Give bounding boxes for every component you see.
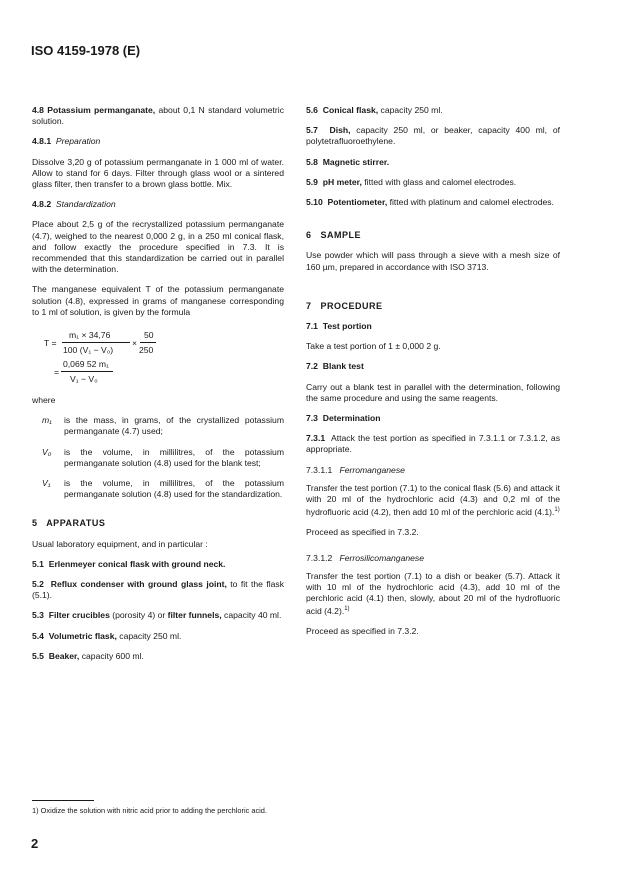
clause-7-3-heading: 7.3 Determination <box>306 413 381 424</box>
clause-4-8: 4.8 Potassium permanganate, about 0,1 N standard volumetric solution. <box>32 105 284 127</box>
section-6-heading: 6 SAMPLE <box>306 230 362 241</box>
clause-4-8-2-heading: 4.8.2 Standardization <box>32 199 116 210</box>
footnote-ref: 1) <box>344 606 350 613</box>
clause-4-8-1-heading: 4.8.1 Preparation <box>32 136 101 147</box>
clause-7-3-1-2-heading: 7.3.1.2 Ferrosilicomanganese <box>306 552 424 563</box>
clause-5-10: 5.10 Potentiometer, fitted with platinum and calomel electrodes. <box>306 197 554 208</box>
footnote: 1) Oxidize the solution with nitric acid prior to adding the perchloric acid. <box>32 806 267 815</box>
clause-5-7: 5.7 Dish, capacity 250 ml, or beaker, capacity 400 ml, of polytetrafluoroethylene. <box>306 125 560 147</box>
clause-7-3-1-2-proceed: Proceed as specified in 7.3.2. <box>306 626 419 637</box>
clause-5-1: 5.1 Erlenmeyer conical flask with ground neck. <box>32 558 226 569</box>
formula-numerator-1: m₁ × 34,76 <box>69 330 111 341</box>
clause-5-2: 5.2 Reflux condenser with ground glass joint, to fit the flask (5.1). <box>32 579 285 601</box>
fraction-bar-2 <box>140 342 156 343</box>
page-header: ISO 4159-1978 (E) <box>31 43 141 58</box>
clause-7-3-1-1-text: Transfer the test portion (7.1) to the conical flask (5.6) and attack it with 20 ml of the hydrochloric acid (4.3) and 0,2 ml of the hydrofluoric acid (4.2), then add 10 ml of the perchloric acid (4.1).$^{1)}$ <box>306 482 560 518</box>
clause-4-8-1-text: Dissolve 3,20 g of potassium permanganate in 1 000 ml of water. Allow to stand for 6 days. Filter through glass wool or a sintered glass filter, then transfer to a brown glass bottle. Mix. <box>32 156 284 190</box>
clause-5-5: 5.5 Beaker, capacity 600 ml. <box>32 650 144 661</box>
sample-text: Use powder which will pass through a sieve with a mesh size of 160 µm, prepared in accordance with ISO 3713. <box>306 250 560 272</box>
formula-denominator-3: V₁ − V₀ <box>70 374 98 385</box>
definition-v1: V₁ is the volume, in millilitres, of the potassium permanganate solution (4.8) used for the standardization. <box>42 478 284 500</box>
clause-7-3-1-1-proceed: Proceed as specified in 7.3.2. <box>306 527 419 538</box>
clause-5-8: 5.8 Magnetic stirrer. <box>306 156 390 167</box>
apparatus-intro: Usual laboratory equipment, and in particular : <box>32 538 208 549</box>
fraction-bar-1 <box>62 342 130 343</box>
clause-5-3: 5.3 Filter crucibles (porosity 4) or filter funnels, capacity 40 ml. <box>32 610 282 621</box>
definition-m1: m₁ is the mass, in grams, of the crystallized potassium permanganate (4.7) used; <box>42 415 284 437</box>
right-column <box>306 105 560 647</box>
formula-numerator-2: 50 <box>144 330 154 341</box>
clause-7-3-1-1-heading: 7.3.1.1 Ferromanganese <box>306 464 405 475</box>
clause-7-2-heading: 7.2 Blank test <box>306 361 364 372</box>
clause-5-6: 5.6 Conical flask, capacity 250 ml. <box>306 105 443 115</box>
formula-denominator-1: 100 (V₁ − V₀) <box>63 345 114 356</box>
formula <box>32 327 284 385</box>
formula-times: × <box>132 338 138 349</box>
clause-5-4: 5.4 Volumetric flask, capacity 250 ml. <box>32 630 182 641</box>
footnote-ref: 1) <box>554 507 560 514</box>
clause-7-2-text: Carry out a blank test in parallel with the determination, following the same procedure and using the same reagents. <box>306 381 560 403</box>
clause-4-8-2-text: Place about 2,5 g of the recrystallized potassium permanganate (4.7), weighed to the nearest 0,000 2 g, in a 250 ml conical flask, and follow exactly the procedure specified in 7.3. It is recommended that this standardization be carried out in parallel with the determination. <box>32 219 284 275</box>
where-label: where <box>32 395 56 406</box>
formula-numerator-3: 0,069 52 m₁ <box>63 359 109 370</box>
clause-5-9: 5.9 pH meter, fitted with glass and calomel electrodes. <box>306 176 517 187</box>
clause-7-1-text: Take a test portion of 1 ± 0,000 2 g. <box>306 341 441 352</box>
footnote-rule <box>32 800 94 801</box>
fraction-bar-3 <box>61 371 113 372</box>
section-7-heading: 7 PROCEDURE <box>306 300 383 311</box>
section-5-heading: 5 APPARATUS <box>32 518 106 529</box>
left-column <box>32 105 284 671</box>
page-number: 2 <box>31 836 39 851</box>
formula-lhs: T = <box>44 338 57 349</box>
definition-v0: V₀ is the volume, in millilitres, of the potassium permanganate solution (4.8) used for the blank test; <box>42 446 284 468</box>
formula-equals: = <box>54 367 60 378</box>
clause-7-3-1-2-text: Transfer the test portion (7.1) to a dish or beaker (5.7). Attack it with 10 ml of the hydrochloric acid (4.3), add 10 ml of the perchloric acid (4.1) then, slowly, about 20 ml of the hydrofluoric acid (4.2).$^{1)}$ <box>306 570 560 617</box>
clause-7-1-heading: 7.1 Test portion <box>306 321 372 332</box>
clause-7-3-1: 7.3.1 Attack the test portion as specified in 7.3.1.1 or 7.3.1.2, as appropriate. <box>306 433 560 455</box>
manganese-equivalent-text: The manganese equivalent T of the potassium permanganate solution (4.8), expressed in grams of manganese corresponding to 1 ml of solution, is given by the formula <box>32 284 284 317</box>
formula-denominator-2: 250 <box>139 345 154 356</box>
